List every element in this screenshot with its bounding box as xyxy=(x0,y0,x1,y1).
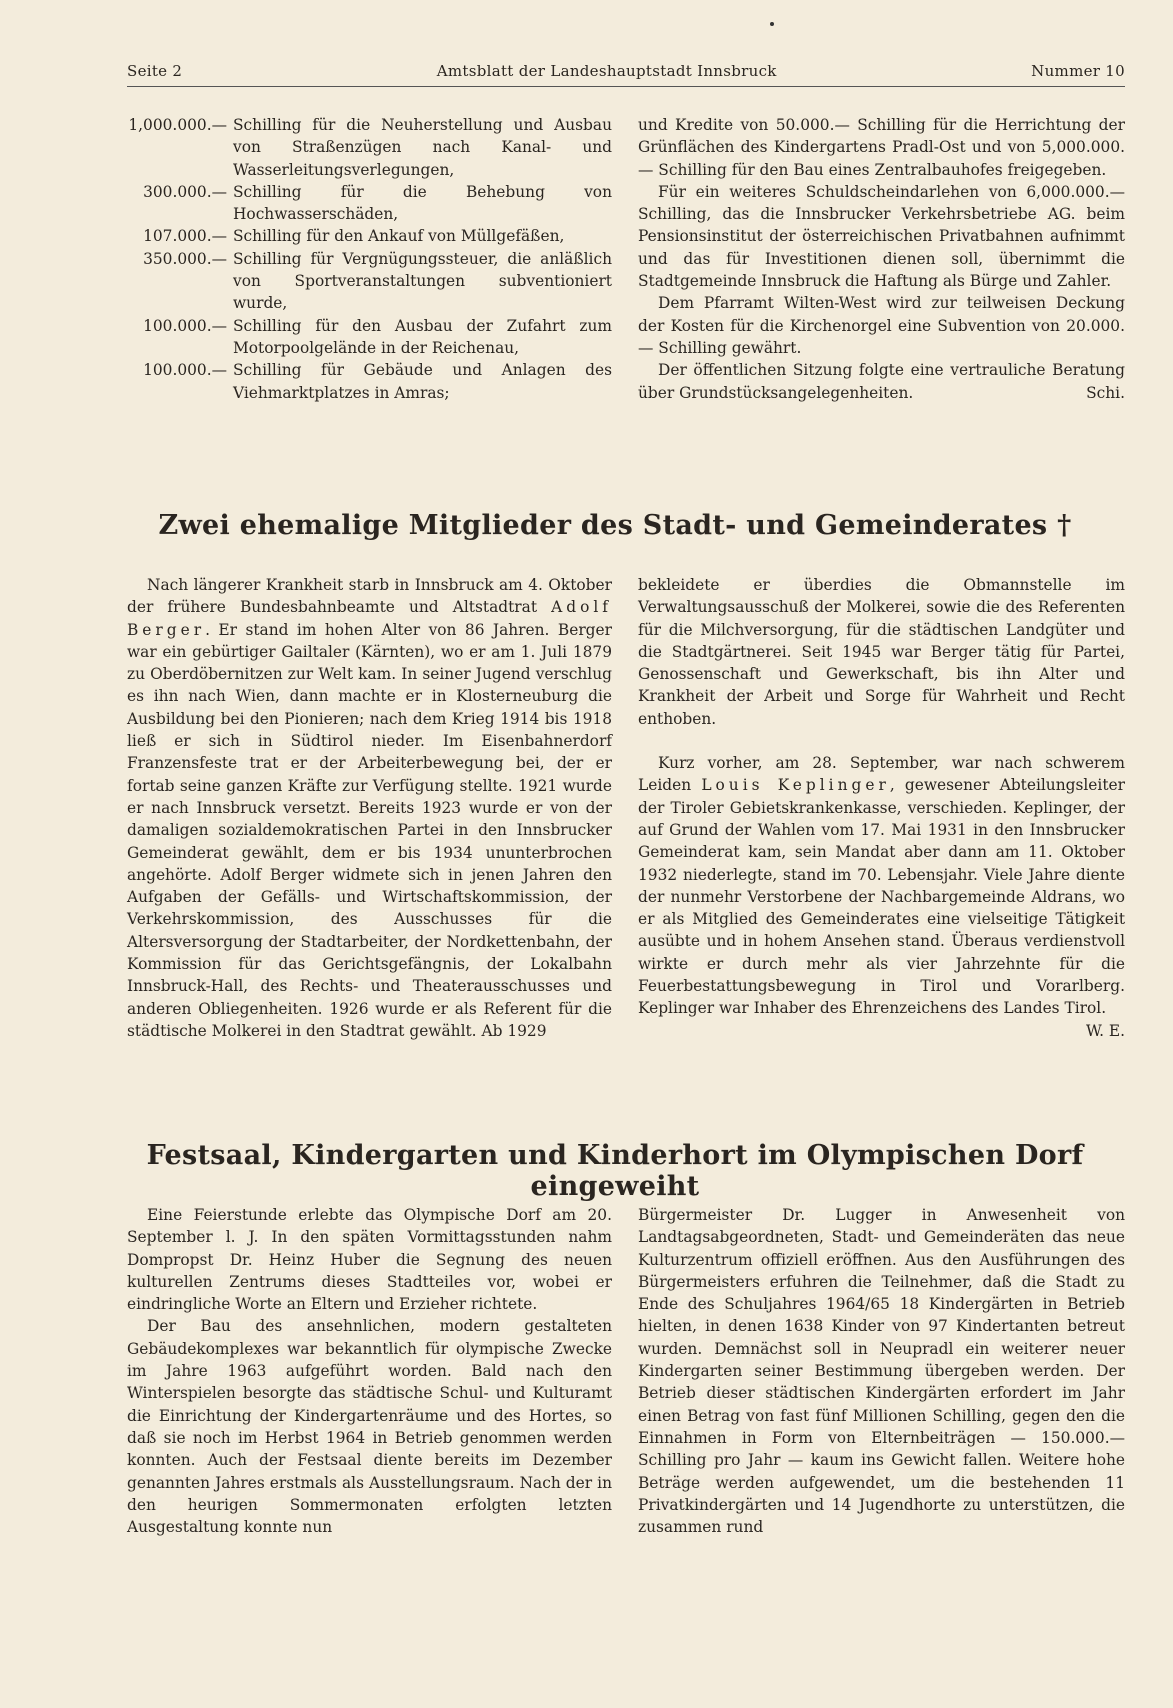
paragraph-text: , gewesener Abteilungsleiter der Tiroler Gebietskrankenkasse, verschieden. Keplinger, der auf Grund der Wahlen vom 17. Mai 1931 in den Innsbrucker Gemeinderat kam, sein Mandat aber dann am 11. Oktober 1932 niederlegte, stand im 70. Lebensjahr. Viele Jahre diente der nunmehr Verstorbene der Nachbargemeinde Aldrans, wo er als Mitglied des Gemeinderates eine vielseitige Tätigkeit ausübte und in hohem Ansehen stand. Überaus verdienstvoll wirkte er durch mehr als vier Jahrzehnte für die Feuerbestattungsbewegung in Tirol und Vorarlberg. Keplinger war Inhaber des Ehrenzeichens des Landes Tirol. xyxy=(638,776,1125,1018)
council-report-right-column xyxy=(638,114,1125,404)
paragraph-text: Nach längerer Krankheit starb in Innsbruck am 4. Oktober der frühere Bundesbahnbeamte und Altstadtrat xyxy=(127,576,612,617)
article-headline: Zwei ehemalige Mitglieder des Stadt- und Gemeinderates † xyxy=(158,510,1072,541)
paragraph-text: Kurz vorher, am 28. September, war nach schwerem Leiden xyxy=(638,754,1125,795)
inauguration-right-column xyxy=(638,1204,1125,1538)
paragraph: bekleidete er überdies die Obmannstelle im Verwaltungsausschuß der Molkerei, sowie die des Referenten für die Milchversorgung, für die städtischen Landgüter und die Stadtgärtnerei. Seit 1945 war Berger tätig für Partei, Genossenschaft und Gewerkschaft, bis ihn Alter und Krankheit der Arbeit und Sorge für Wahrheit und Recht enthoben. xyxy=(638,576,1125,728)
budget-amount: 100.000.— xyxy=(143,361,227,380)
publication-title: Amtsblatt der Landeshauptstadt Innsbruck xyxy=(436,62,777,80)
budget-amount: 350.000.— xyxy=(143,249,227,268)
running-head xyxy=(127,62,1125,80)
budget-list xyxy=(127,114,612,404)
person-name: Louis Keplinger xyxy=(701,776,890,795)
paragraph-text: . Er stand im hohen Alter von 86 Jahren. Berger war ein gebürtiger Gailtaler (Kärnten), wo er am 1. Juli 1879 zu Oberdöbernitzen zur Welt kam. In seiner Jugend verschlug es ihn nach Wien, dann machte er in Klosterneuburg die Ausbildung bei den Pionieren; nach dem Krieg 1914 bis 1918 ließ er sich in Südtirol nieder. Im Eisenbahnerdorf Franzensfeste trat er der Arbeiterbewegung bei, der er fortab seine ganzen Kräfte zur Verfügung stellte. 1921 wurde er nach Innsbruck versetzt. Bereits 1923 wurde er von der damaligen sozialdemokratischen Partei in den Innsbrucker Gemeinderat gewählt, dem er bis 1934 ununterbrochen angehörte. Adolf Berger widmete sich in jenen Jahren den Aufgaben der Gefälls- und Wirtschaftskommission, der Verkehrskommission, des Ausschusses für die Altersversorgung der Stadtarbeiter, der Nordkettenbahn, der Kommission für das Gerichtsgefängnis, der Lokalbahn Innsbruck-Hall, des Rechts- und Theaterausschusses und anderen Obliegenheiten. 1926 wurde er als Referent für die städtische Molkerei in den Stadtrat gewählt. Ab 1929 xyxy=(127,620,612,1040)
budget-item xyxy=(127,225,612,247)
budget-text: Schilling für Gebäude und Anlagen des Viehmarktplatzes in Amras; xyxy=(233,361,612,402)
budget-item xyxy=(127,114,612,181)
paragraph xyxy=(638,359,1125,404)
budget-amount: 300.000.— xyxy=(143,182,227,201)
budget-item xyxy=(127,181,612,226)
budget-text: Schilling für Vergnügungssteuer, die anläßlich von Sportveranstaltungen subventioniert wurde, xyxy=(233,249,612,313)
paragraph: Eine Feierstunde erlebte das Olympische Dorf am 20. September l. J. In den späten Vormittagsstunden nahm Dompropst Dr. Heinz Huber die Segnung des neuen kulturellen Zentrums dieses Stadtteiles vor, wobei er eindringliche Worte an Eltern und Erzieher richtete. xyxy=(127,1206,612,1314)
budget-item xyxy=(127,315,612,360)
budget-text: Schilling für den Ankauf von Müllgefäßen, xyxy=(233,227,565,246)
obituary-right-column xyxy=(638,574,1125,1042)
budget-amount: 1,000.000.— xyxy=(128,116,227,134)
article-headline: Festsaal, Kindergarten und Kinderhort im Olympischen Dorf eingeweiht xyxy=(146,1140,1084,1202)
paragraph: und Kredite von 50.000.— Schilling für die Herrichtung der Grünflächen des Kindergartens Pradl-Ost und von 5,000.000.— Schilling für den Bau eines Zentralbauhofes freigegeben. xyxy=(638,116,1125,179)
author-signature: Schi. xyxy=(1086,383,1125,402)
budget-text: Schilling für die Neuherstellung und Ausbau von Straßenzügen nach Kanal- und Wasserleitungsverlegungen, xyxy=(233,116,612,179)
paragraph xyxy=(127,574,612,1042)
budget-amount: 100.000.— xyxy=(143,316,227,335)
paragraph: Für ein weiteres Schuldscheindarlehen von 6,000.000.— Schilling, das die Innsbrucker Verkehrsbetriebe AG. beim Pensionsinstitut der österreichischen Privatbahnen aufnimmt und das für Investitionen dienen soll, übernimmt die Stadtgemeinde Innsbruck die Haftung als Bürge und Zahler. xyxy=(638,182,1125,291)
budget-item xyxy=(127,359,612,404)
budget-item xyxy=(127,248,612,315)
budget-text: Schilling für die Behebung von Hochwasserschäden, xyxy=(233,182,612,224)
paragraph: Der Bau des ansehnlichen, modern gestalteten Gebäudekomplexes war bekanntlich für olympische Zwecke im Jahre 1963 aufgeführt worden. Bald nach den Winterspielen besorgte das städtische Schul- und Kulturamt die Einrichtung der Kindergartenräume und des Hortes, so daß sie noch im Herbst 1964 in Betrieb genommen werden konnten. Auch der Festsaal diente bereits im Dezember genannten Jahres erstmals als Ausstellungsraum. Nach der in den heurigen Sommermonaten erfolgten letzten Ausgestaltung konnte nun xyxy=(127,1317,612,1537)
obituary-left-column xyxy=(127,574,612,1042)
budget-amount: 107.000.— xyxy=(143,227,227,246)
paragraph xyxy=(638,752,1125,1040)
paragraph-text: Der öffentlichen Sitzung folgte eine vertrauliche Beratung über Grundstücksangelegenheiten. xyxy=(638,361,1125,402)
inauguration-left-column xyxy=(127,1204,612,1538)
budget-text: Schilling für den Ausbau der Zufahrt zum Motorpoolgelände in der Reichenau, xyxy=(233,316,612,357)
author-signature: W. E. xyxy=(1085,1021,1125,1040)
header-rule xyxy=(127,86,1125,87)
issue-number: Nummer 10 xyxy=(1031,62,1125,80)
page-number: Seite 2 xyxy=(127,62,183,80)
paragraph: Dem Pfarramt Wilten-West wird zur teilweisen Deckung der Kosten für die Kirchenorgel eine Subvention von 20.000.— Schilling gewährt. xyxy=(638,294,1125,357)
paragraph: Bürgermeister Dr. Lugger in Anwesenheit von Landtagsabgeordneten, Stadt- und Gemeinderäten das neue Kulturzentrum offiziell eröffnen. Aus den Ausführungen des Bürgermeisters erfuhren die Teilnehmer, daß die Stadt zu Ende des Schuljahres 1964/65 18 Kindergärten in Betrieb hielten, in denen 1638 Kinder von 97 Kindertanten betreut wurden. Demnächst soll in Neupradl ein weiterer neuer Kindergarten seiner Bestimmung übergeben werden. Der Betrieb dieser städtischen Kindergärten erfordert im Jahr einen Betrag von fast fünf Millionen Schilling, gegen den die Einnahmen in Form von Elternbeiträgen — 150.000.— Schilling pro Jahr — kaum ins Gewicht fallen. Weitere hohe Beträge werden aufgewendet, um die bestehenden 11 Privatkindergärten und 14 Jugendhorte zu unterstützen, die zusammen rund xyxy=(638,1206,1125,1537)
person-name: Adolf Berger xyxy=(127,598,612,639)
ink-dot xyxy=(770,22,774,26)
